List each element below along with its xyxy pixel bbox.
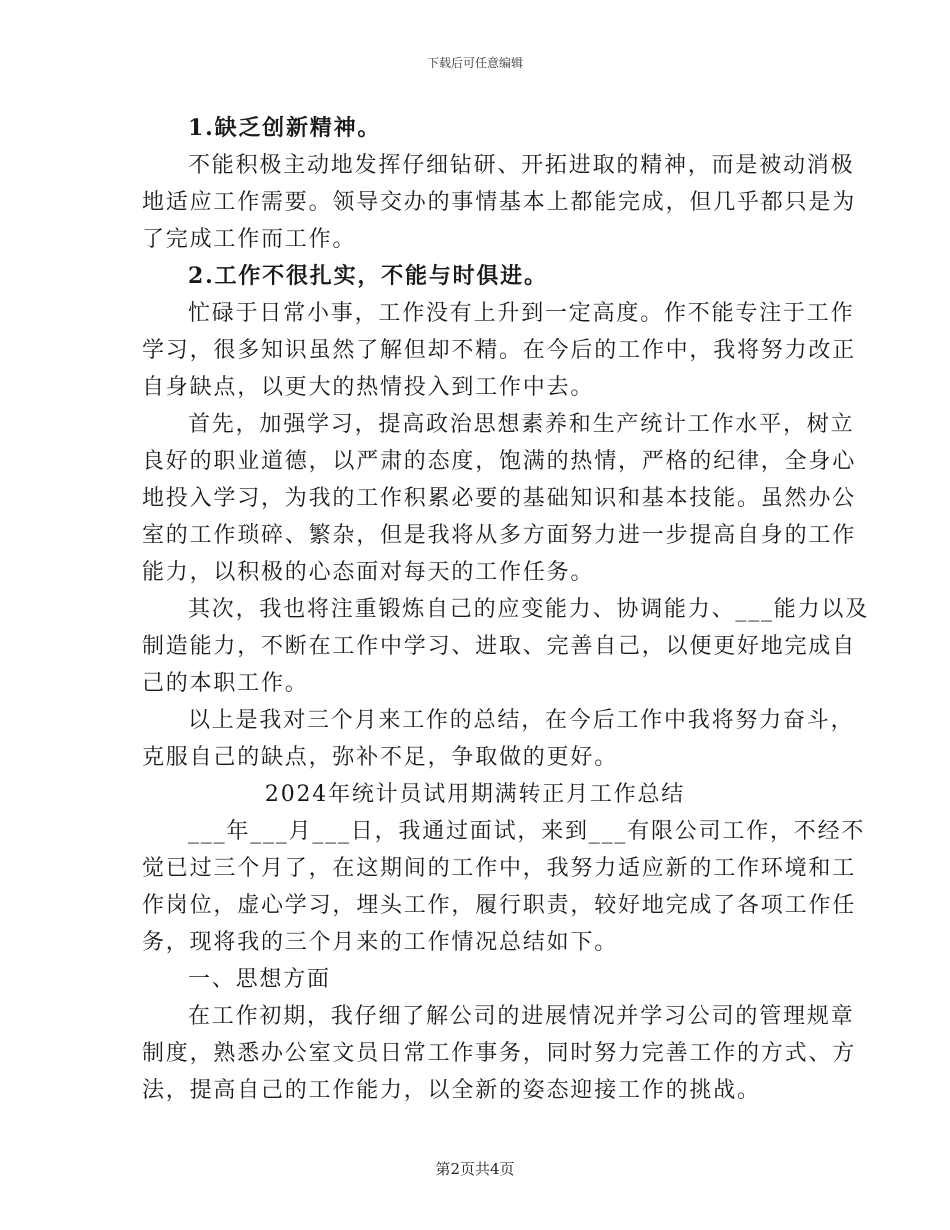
text-line: 制造能力，不断在工作中学习、进取、完善自己，以便更好地完成自 xyxy=(142,634,857,659)
document-body xyxy=(142,110,870,1109)
section-heading: 2.工作不很扎实，不能与时俱进。 xyxy=(188,263,548,289)
text-line: 良好的职业道德，以严肃的态度，饱满的热情，严格的纪律，全身心 xyxy=(142,449,857,474)
text-line: 自身缺点，以更大的热情投入到工作中去。 xyxy=(142,375,595,400)
text-line: 制度，熟悉办公室文员日常工作事务，同时努力完善工作的方式、方 xyxy=(142,1041,857,1066)
section-heading: 1.缺乏创新精神。 xyxy=(188,115,382,141)
text-line: 不能积极主动地发挥仔细钻研、开拓进取的精神，而是被动消极 xyxy=(188,153,855,178)
text-line: 了完成工作而工作。 xyxy=(142,227,357,252)
text-line: 己的本职工作。 xyxy=(142,671,309,696)
text-line: 觉已过三个月了，在这期间的工作中，我努力适应新的工作环境和工 xyxy=(142,856,857,881)
page-header: 下载后可任意编辑 xyxy=(426,56,523,70)
text-line: 作岗位，虚心学习，埋头工作，履行职责，较好地完成了各项工作任 xyxy=(142,893,857,918)
text-line: 忙碌于日常小事，工作没有上升到一定高度。作不能专注于工作 xyxy=(188,301,855,326)
text-line: 地适应工作需要。领导交办的事情基本上都能完成，但几乎都只是为 xyxy=(142,190,857,215)
text-line: 学习，很多知识虽然了解但却不精。在今后的工作中，我将努力改正 xyxy=(142,338,857,363)
text-line: 其次，我也将注重锻炼自己的应变能力、协调能力、___能力以及 xyxy=(188,597,870,622)
text-line: 首先，加强学习，提高政治思想素养和生产统计工作水平，树立 xyxy=(188,412,855,437)
text-line: ___年___月___日，我通过面试，来到___有限公司工作，不经不 xyxy=(188,819,866,844)
text-line: 克服自己的缺点，弥补不足，争取做的更好。 xyxy=(142,745,619,770)
text-line: 室的工作琐碎、繁杂，但是我将从多方面努力进一步提高自身的工作 xyxy=(142,523,857,548)
document-title: 2024年统计员试用期满转正月工作总结 xyxy=(264,782,686,807)
page-footer: 第2页共4页 xyxy=(435,1160,515,1178)
text-line: 务，现将我的三个月来的工作情况总结如下。 xyxy=(142,930,619,955)
text-line: 能力，以积极的心态面对每天的工作任务。 xyxy=(142,560,595,585)
text-line: 法，提高自己的工作能力，以全新的姿态迎接工作的挑战。 xyxy=(142,1078,761,1103)
text-line: 一、思想方面 xyxy=(188,967,331,992)
text-line: 以上是我对三个月来工作的总结，在今后工作中我将努力奋斗， xyxy=(188,708,855,733)
text-line: 在工作初期，我仔细了解公司的进展情况并学习公司的管理规章 xyxy=(188,1004,855,1029)
text-line: 地投入学习，为我的工作积累必要的基础知识和基本技能。虽然办公 xyxy=(142,486,857,511)
